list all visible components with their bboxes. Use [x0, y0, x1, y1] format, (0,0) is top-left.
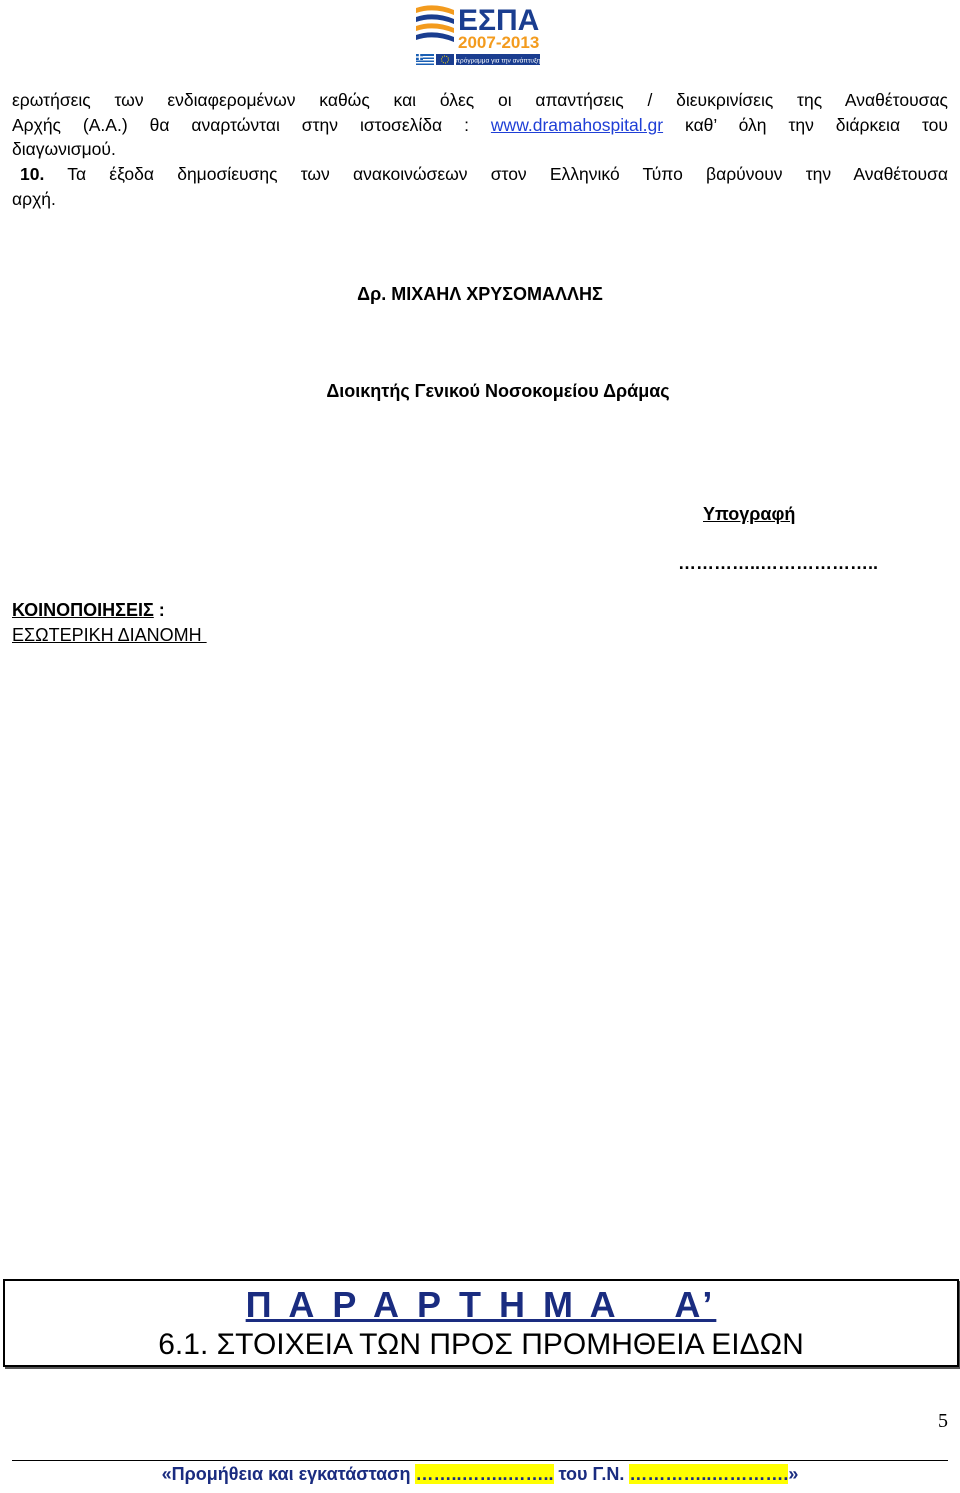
greek-flag-icon	[416, 54, 434, 65]
logo-tagline: πρόγραμμα για την ανάπτυξη	[455, 57, 541, 65]
signature-line: …………..………………..	[678, 553, 879, 573]
eu-flag-icon	[436, 54, 454, 65]
footer-text: »	[788, 1464, 799, 1484]
notifications-heading	[12, 600, 165, 621]
page-number: 5	[938, 1410, 948, 1432]
notifications-heading-text: ΚΟΙΝΟΠΟΙΗΣΕΙΣ	[12, 600, 154, 620]
logo-brand: ΕΣΠΑ	[458, 4, 540, 37]
footer-blank: ……..……..……..	[415, 1464, 554, 1484]
signatory-name: Δρ. ΜΙΧΑΗΛ ΧΡΥΣΟΜΑΛΛΗΣ	[357, 284, 603, 304]
paragraph-line: διαγωνισμού.	[12, 139, 116, 159]
paragraph-line: ερωτήσεις των ενδιαφερομένων καθώς και όλες οι απαντήσεις / διευκρινίσεις της Αναθέτουσας	[12, 90, 948, 110]
footer-text: «Προμήθεια και εγκατάσταση	[161, 1464, 416, 1484]
paragraph-text: Αρχής (Α.Α.) θα αναρτώνται στην ιστοσελίδα :	[12, 114, 491, 135]
logo-years: 2007-2013	[458, 33, 540, 52]
annex-title: Π Α Ρ Α Ρ Τ Η Μ Α Α’	[245, 1284, 717, 1325]
annex-box	[3, 1279, 959, 1367]
item-number: 10.	[20, 164, 45, 184]
item-10	[12, 162, 948, 211]
hospital-website-link[interactable]: www.dramahospital.gr	[490, 114, 664, 135]
notifications-item: ΕΣΩΤΕΡΙΚΗ ΔΙΑΝΟΜΗ	[12, 625, 207, 645]
annex-subtitle: 6.1. ΣΤΟΙΧΕΙΑ ΤΩΝ ΠΡΟΣ ΠΡΟΜΗΘΕΙΑ ΕΙΔΩΝ	[158, 1328, 804, 1361]
swoosh-icon	[416, 5, 454, 42]
item-10-line: αρχή.	[12, 188, 56, 209]
footer-text: του Γ.Ν.	[553, 1464, 630, 1484]
footer	[0, 1464, 960, 1485]
espa-logo	[414, 2, 542, 66]
signatory-title: Διοικητής Γενικού Νοσοκομείου Δράμας	[326, 381, 670, 401]
signature-label: Υπογραφή	[703, 504, 796, 524]
item-10-line	[12, 162, 948, 187]
footer-blank: …………..………….	[629, 1464, 789, 1484]
paragraph-clarifications	[12, 88, 948, 162]
paragraph-text: καθ’ όλη την διάρκεια του	[663, 114, 948, 135]
footer-divider	[12, 1460, 948, 1461]
item-10-text: Τα έξοδα δημοσίευσης των ανακοινώσεων στον Ελληνικό Τύπο βαρύνουν την Αναθέτουσα	[44, 164, 948, 184]
paragraph-line	[12, 113, 948, 138]
notifications-colon: :	[153, 600, 165, 620]
